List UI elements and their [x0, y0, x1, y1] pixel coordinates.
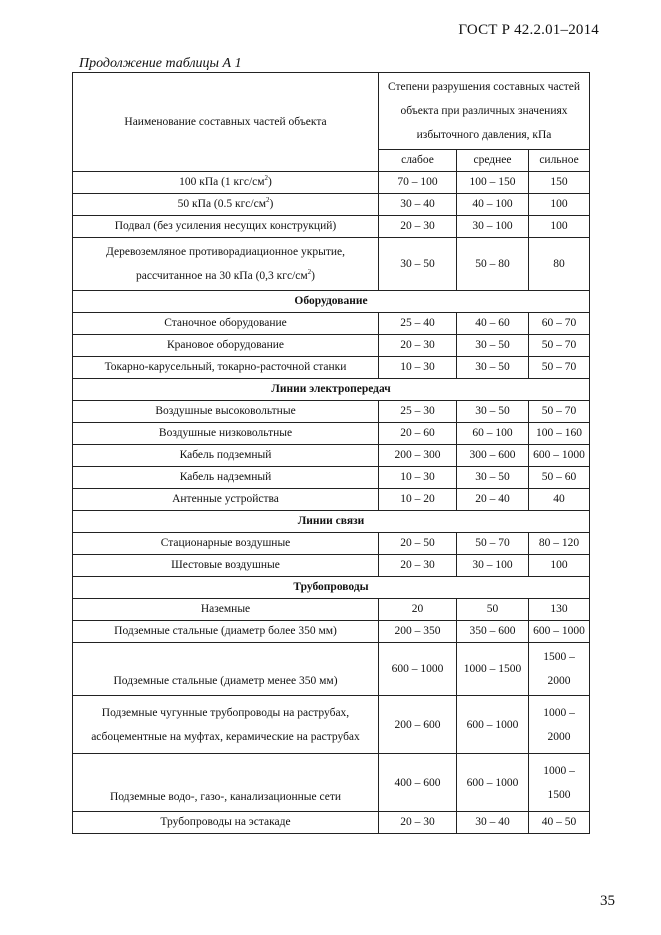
value-medium: 30 – 50	[457, 357, 529, 379]
row-name	[73, 238, 379, 291]
value-light: 400 – 600	[379, 754, 457, 812]
value-strong: 80	[529, 238, 590, 291]
damage-table	[72, 72, 590, 834]
value-strong: 1000 – 1500	[529, 754, 590, 812]
table-row	[73, 172, 590, 194]
value-strong: 150	[529, 172, 590, 194]
row-name	[73, 357, 379, 379]
value-light: 25 – 30	[379, 401, 457, 423]
row-name	[73, 812, 379, 834]
value-medium: 30 – 50	[457, 467, 529, 489]
row-name-text: Подземные стальные (диаметр менее 350 мм)	[113, 675, 338, 687]
row-name-text: 100 кПа (1 кгс/см	[179, 176, 265, 189]
row-name-tail: )	[269, 198, 274, 211]
value-medium: 300 – 600	[457, 445, 529, 467]
value-light: 200 – 600	[379, 696, 457, 754]
value-strong: 130	[529, 599, 590, 621]
row-name	[73, 467, 379, 489]
value-medium: 100 – 150	[457, 172, 529, 194]
row-name-tail: )	[268, 176, 272, 189]
page-number: 35	[600, 893, 615, 909]
row-name-text: Станочное оборудование	[164, 317, 287, 330]
row-name	[73, 194, 379, 216]
section-header-row	[73, 291, 590, 313]
row-name-text: Наземные	[200, 603, 251, 616]
table-row	[73, 555, 590, 577]
value-medium: 600 – 1000	[457, 696, 529, 754]
value-light: 200 – 350	[379, 621, 457, 643]
table-row	[73, 401, 590, 423]
table-row	[73, 216, 590, 238]
row-name	[73, 754, 379, 812]
row-name-text: Трубопроводы на эстакаде	[160, 816, 291, 829]
value-strong: 50 – 70	[529, 335, 590, 357]
table-row	[73, 643, 590, 696]
row-name-text: Подземные чугунные трубопроводы на раструбах, асбоцементные на муфтах, керамические на раструбах	[91, 706, 360, 743]
value-light: 70 – 100	[379, 172, 457, 194]
table-row	[73, 533, 590, 555]
table-header-row	[73, 73, 590, 150]
value-light: 20 – 60	[379, 423, 457, 445]
standard-code: ГОСТ Р 42.2.01–2014	[458, 22, 599, 38]
value-light: 20 – 30	[379, 335, 457, 357]
table-row	[73, 812, 590, 834]
row-name-text: Подземные водо-, газо-, канализационные сети	[109, 791, 342, 803]
value-strong: 50 – 70	[529, 357, 590, 379]
value-medium: 30 – 50	[457, 335, 529, 357]
section-title: Линии электропередач	[73, 379, 590, 401]
value-strong: 40 – 50	[529, 812, 590, 834]
row-name-tail: )	[311, 270, 315, 282]
table-row	[73, 489, 590, 511]
value-medium: 600 – 1000	[457, 754, 529, 812]
value-light: 20	[379, 599, 457, 621]
value-light: 10 – 20	[379, 489, 457, 511]
value-light: 25 – 40	[379, 313, 457, 335]
value-strong: 50 – 60	[529, 467, 590, 489]
row-name-text: Антенные устройства	[172, 493, 279, 506]
value-medium: 50 – 80	[457, 238, 529, 291]
table-row	[73, 467, 590, 489]
value-medium: 30 – 40	[457, 812, 529, 834]
value-light: 200 – 300	[379, 445, 457, 467]
row-name	[73, 313, 379, 335]
section-title: Трубопроводы	[73, 577, 590, 599]
row-name-text: Воздушные низковольтные	[158, 427, 293, 440]
row-name-text: Подземные стальные (диаметр более 350 мм)	[114, 625, 337, 638]
value-light: 30 – 50	[379, 238, 457, 291]
table-row	[73, 621, 590, 643]
value-strong: 60 – 70	[529, 313, 590, 335]
value-light: 20 – 30	[379, 555, 457, 577]
row-name-text: Крановое оборудование	[166, 339, 285, 352]
value-medium: 20 – 40	[457, 489, 529, 511]
value-light: 600 – 1000	[379, 643, 457, 696]
value-medium: 1000 – 1500	[457, 643, 529, 696]
value-medium: 40 – 100	[457, 194, 529, 216]
value-strong: 100 – 160	[529, 423, 590, 445]
value-strong: 80 – 120	[529, 533, 590, 555]
value-strong: 100	[529, 555, 590, 577]
value-strong: 40	[529, 489, 590, 511]
value-medium: 40 – 60	[457, 313, 529, 335]
value-light: 20 – 50	[379, 533, 457, 555]
value-medium: 50	[457, 599, 529, 621]
row-name-text: Воздушные высоковольтные	[155, 405, 296, 418]
table-row	[73, 445, 590, 467]
value-light: 20 – 30	[379, 216, 457, 238]
row-name-text: Подвал (без усиления несущих конструкций)	[114, 220, 337, 233]
value-strong: 1500 – 2000	[529, 643, 590, 696]
row-name-text: Кабель надземный	[179, 471, 272, 484]
section-header-row	[73, 511, 590, 533]
row-name-text: Шестовые воздушные	[171, 559, 280, 572]
row-name-text: Токарно-карусельный, токарно-расточной станки	[104, 361, 347, 374]
row-name-text: Деревоземляное противорадиационное укрытие, рассчитанное на 30 кПа (0,3 кгс/см	[106, 246, 345, 282]
row-name	[73, 643, 379, 696]
row-name	[73, 172, 379, 194]
table-continuation-label: Продолжение таблицы А 1	[79, 56, 242, 71]
table-row	[73, 754, 590, 812]
row-name	[73, 696, 379, 754]
column-header-name: Наименование составных частей объекта	[73, 73, 379, 172]
value-strong: 1000 – 2000	[529, 696, 590, 754]
table-row	[73, 238, 590, 291]
section-title: Оборудование	[73, 291, 590, 313]
row-name	[73, 216, 379, 238]
value-medium: 350 – 600	[457, 621, 529, 643]
level-header-strong: сильное	[529, 150, 590, 172]
row-name	[73, 445, 379, 467]
table-row	[73, 335, 590, 357]
row-name-text: Стационарные воздушные	[160, 537, 291, 550]
level-header-light: слабое	[379, 150, 457, 172]
row-name	[73, 335, 379, 357]
value-medium: 30 – 50	[457, 401, 529, 423]
table-row	[73, 313, 590, 335]
value-medium: 30 – 100	[457, 216, 529, 238]
value-light: 10 – 30	[379, 467, 457, 489]
value-medium: 30 – 100	[457, 555, 529, 577]
value-strong: 600 – 1000	[529, 621, 590, 643]
value-light: 20 – 30	[379, 812, 457, 834]
row-name	[73, 489, 379, 511]
row-name	[73, 555, 379, 577]
value-light: 30 – 40	[379, 194, 457, 216]
table-row	[73, 423, 590, 445]
value-medium: 50 – 70	[457, 533, 529, 555]
table-row	[73, 194, 590, 216]
damage-table-body	[73, 73, 590, 834]
value-strong: 100	[529, 216, 590, 238]
section-header-row	[73, 577, 590, 599]
level-header-medium: среднее	[457, 150, 529, 172]
row-name-superscript: 2	[264, 174, 269, 183]
row-name-text: 50 кПа (0.5 кгс/см	[177, 198, 266, 211]
value-strong: 100	[529, 194, 590, 216]
value-strong: 50 – 70	[529, 401, 590, 423]
value-strong: 600 – 1000	[529, 445, 590, 467]
table-row	[73, 599, 590, 621]
value-light: 10 – 30	[379, 357, 457, 379]
row-name	[73, 423, 379, 445]
row-name	[73, 533, 379, 555]
section-title: Линии связи	[73, 511, 590, 533]
row-name-superscript: 2	[265, 196, 270, 205]
table-row	[73, 696, 590, 754]
row-name	[73, 621, 379, 643]
row-name-text: Кабель подземный	[179, 449, 272, 462]
section-header-row	[73, 379, 590, 401]
row-name-superscript: 2	[307, 268, 312, 277]
row-name	[73, 401, 379, 423]
row-name	[73, 599, 379, 621]
column-header-levels: Степени разрушения составных частей объекта при различных значениях избыточного давления, кПа	[379, 73, 590, 150]
table-row	[73, 357, 590, 379]
value-medium: 60 – 100	[457, 423, 529, 445]
